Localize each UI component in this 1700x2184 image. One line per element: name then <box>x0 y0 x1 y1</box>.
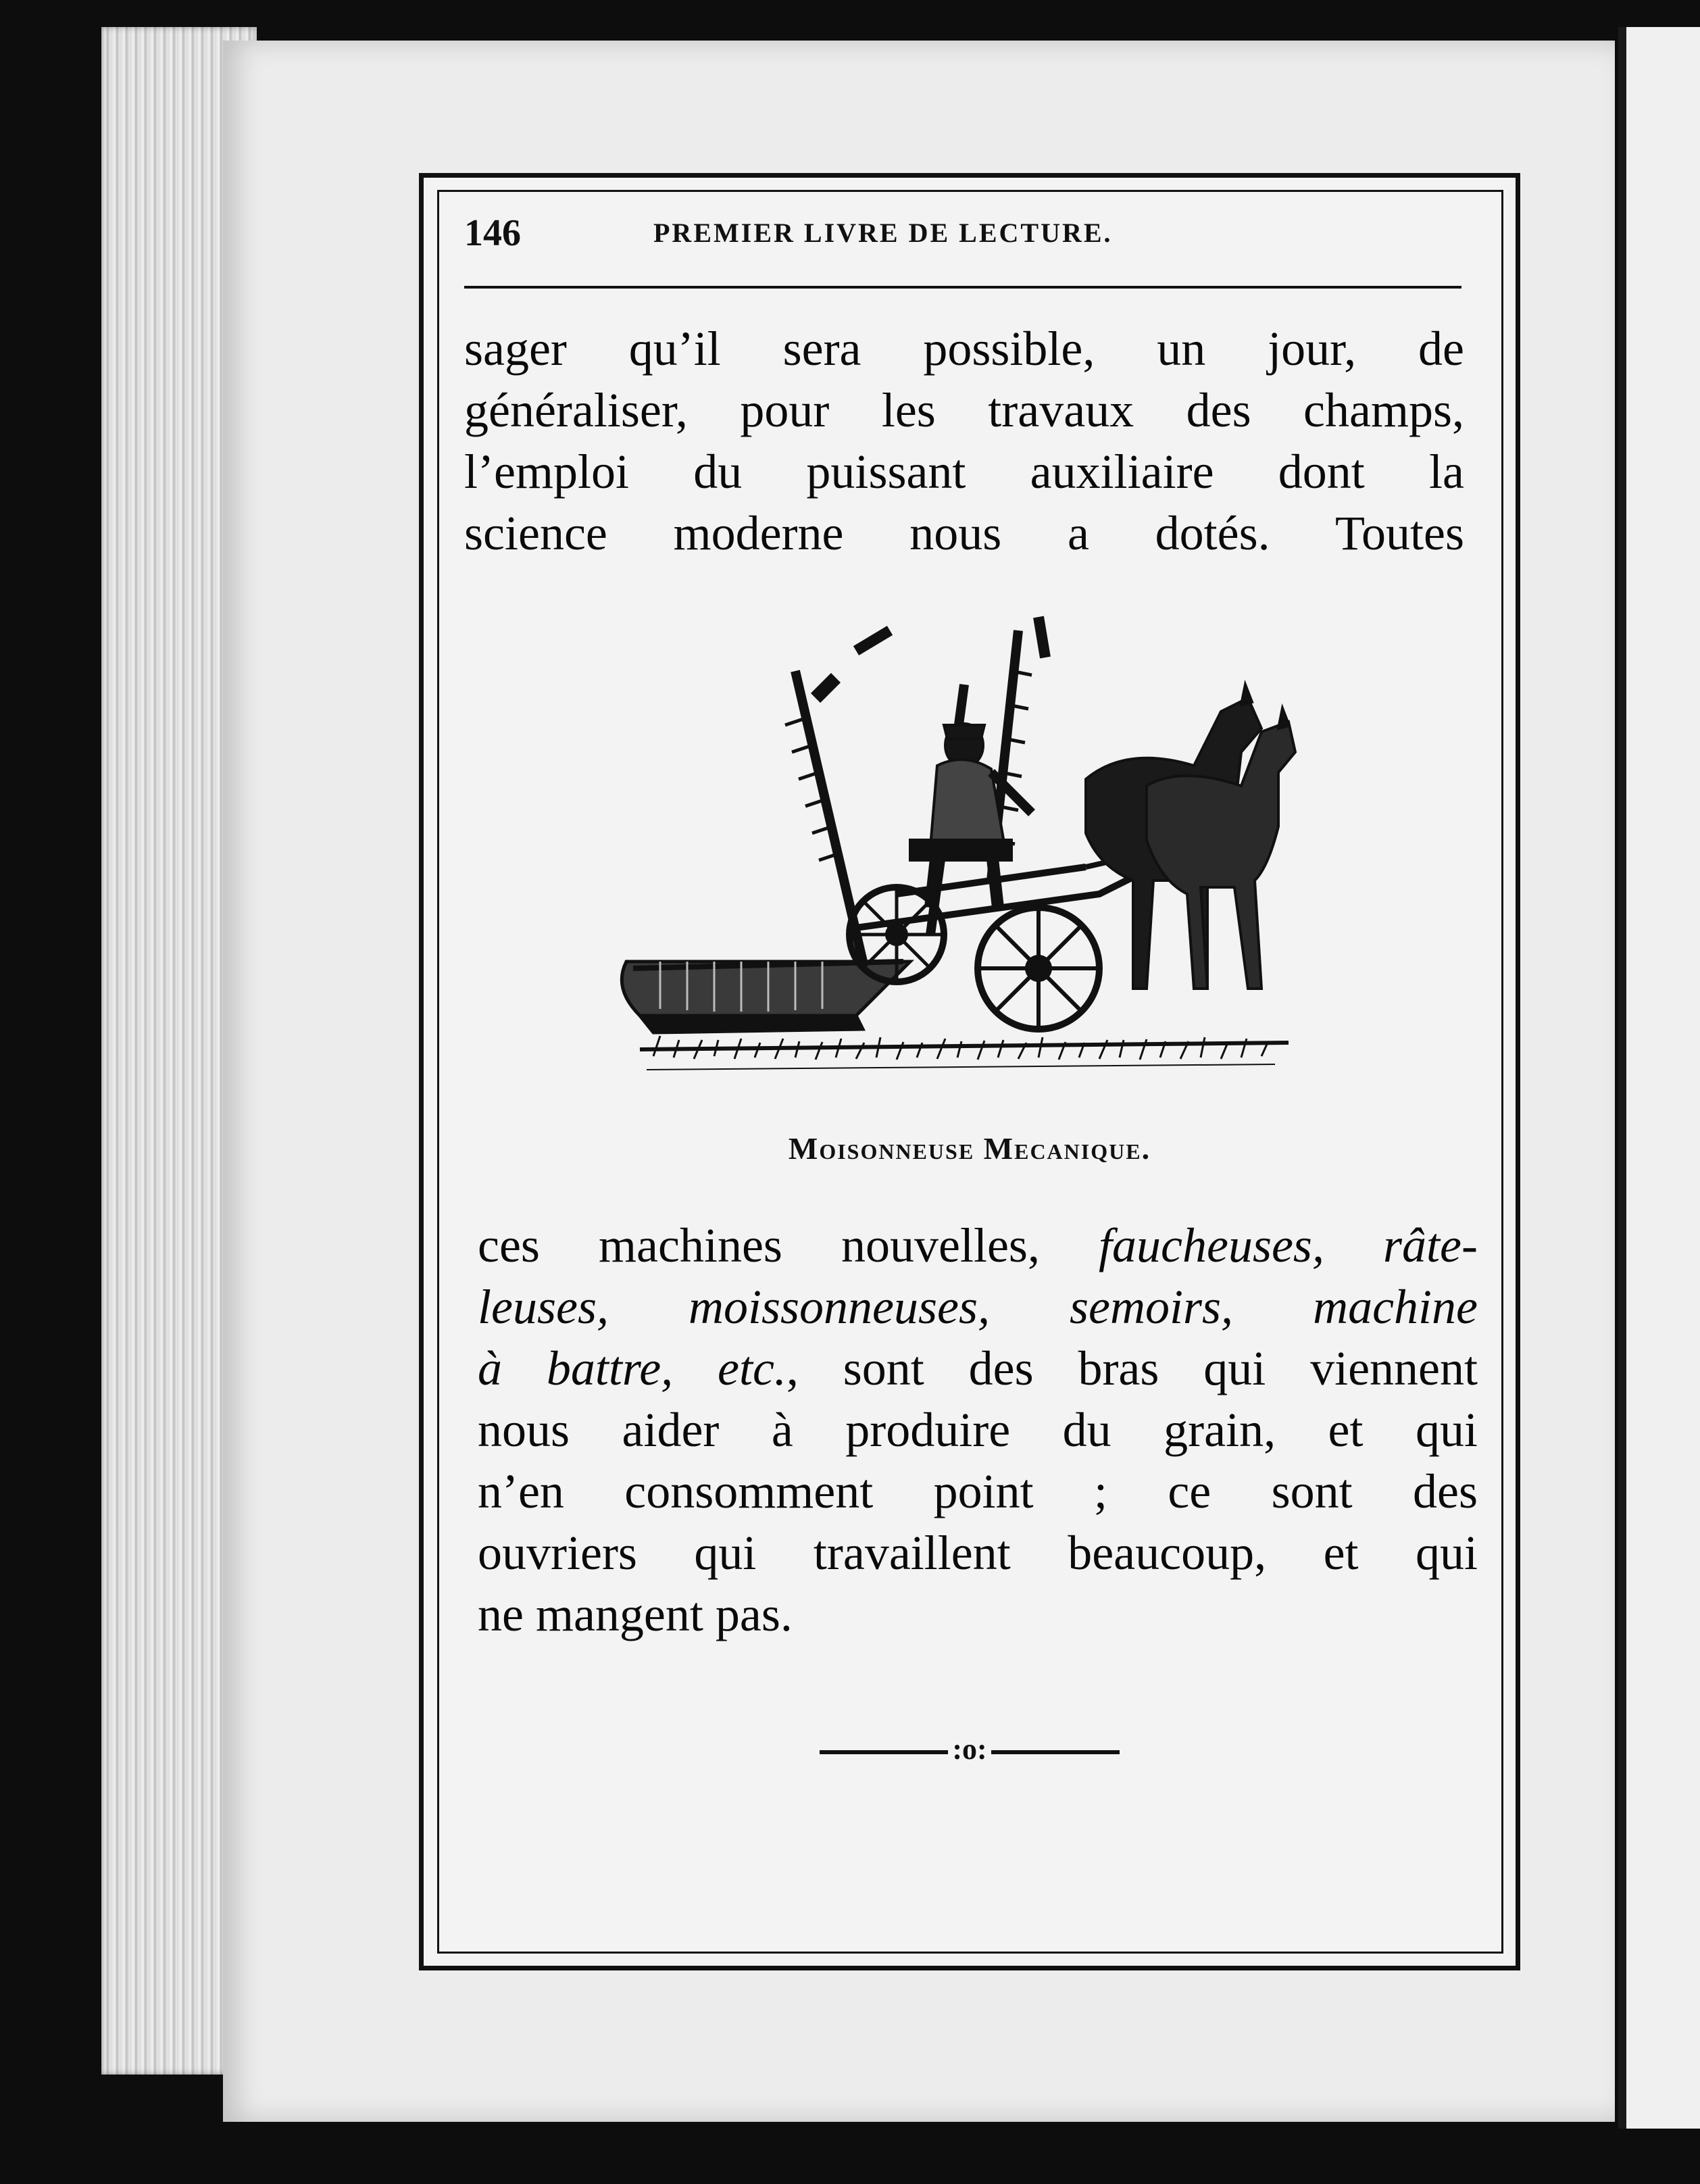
page-number: 146 <box>464 212 521 254</box>
text-segment: , sont des bras qui viennent <box>786 1341 1478 1395</box>
text-line: l’emploi du puissant auxiliaire dont la <box>464 445 1464 499</box>
header-rule <box>464 286 1461 289</box>
end-ornament <box>424 1732 1516 1772</box>
ornament-glyph: :o: <box>952 1733 987 1766</box>
italic-term: leuses, moissonneuses, semoirs, machine <box>478 1280 1478 1334</box>
text-line <box>478 1215 1478 1276</box>
body-text-top <box>464 318 1464 564</box>
figure-caption: Moisonneuse Mecanique. <box>788 1131 1151 1166</box>
text-line: science moderne nous a dotés. Toutes <box>464 506 1464 560</box>
horses <box>1086 685 1295 989</box>
reaper-illustration-icon <box>613 610 1322 1097</box>
text-line <box>478 1338 1478 1399</box>
ground-hatching <box>640 1036 1289 1070</box>
ornament-rule-right <box>991 1750 1120 1754</box>
text-segment: ces machines nouvelles, <box>478 1218 1099 1272</box>
text-line: ne mangent pas. <box>478 1587 793 1641</box>
body-text-bottom <box>478 1215 1478 1645</box>
italic-term: à battre, etc. <box>478 1341 786 1395</box>
text-line <box>478 1276 1478 1338</box>
page-header <box>464 212 1461 259</box>
page-frame <box>419 173 1520 1970</box>
ornament-rule-left <box>820 1750 948 1754</box>
text-line: généraliser, pour les travaux des champs, <box>464 383 1464 437</box>
text-line: nous aider à produire du grain, et qui <box>478 1403 1478 1457</box>
italic-term: faucheuses, râte- <box>1099 1218 1478 1272</box>
running-head: PREMIER LIVRE DE LECTURE. <box>653 218 1113 248</box>
text-line: ouvriers qui travaillent beaucoup, et qui <box>478 1526 1478 1580</box>
text-line: n’en consomment point ; ce sont des <box>478 1464 1478 1518</box>
right-page-edge <box>1618 27 1700 2129</box>
text-line: sager qu’il sera possible, un jour, de <box>464 322 1464 376</box>
